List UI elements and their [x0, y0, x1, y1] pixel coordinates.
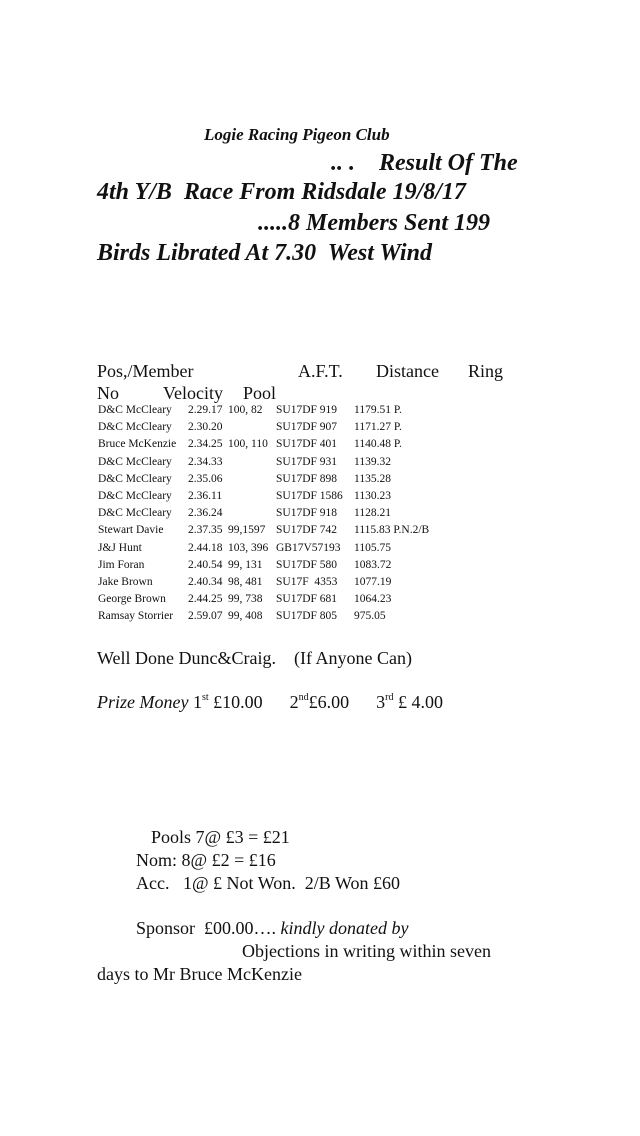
row-velocity-pool: 99, 408: [228, 610, 263, 623]
row-ring: SU17DF 742: [276, 524, 338, 537]
well-done-note: Well Done Dunc&Craig. (If Anyone Can): [97, 648, 412, 668]
prize-second-num: 2: [289, 692, 299, 712]
row-aft: 2.29.17: [188, 404, 223, 416]
sponsor-text: Sponsor £00.00….: [136, 918, 277, 938]
row-distance: 1083.72: [354, 558, 392, 571]
row-aft: 2.36.11: [188, 489, 223, 502]
row-member: Bruce McKenzie: [98, 438, 177, 451]
row-distance: 1064.23: [354, 593, 392, 606]
row-member: D&C McCleary: [98, 507, 172, 520]
row-member: D&C McCleary: [98, 404, 172, 416]
objections-line-1: Objections in writing within seven: [242, 941, 491, 961]
row-aft: 2.37.35: [188, 524, 223, 537]
row-aft: 2.36.24: [188, 507, 223, 520]
row-aft: 2.44.25: [188, 593, 223, 606]
row-aft: 2.34.33: [188, 455, 223, 468]
header-pool: Pool: [243, 383, 277, 403]
sponsor-italic: kindly donated by: [276, 918, 409, 938]
row-member: D&C McCleary: [98, 421, 172, 434]
row-aft: 2.40.34: [188, 575, 223, 588]
row-ring: SU17DF 805: [276, 610, 338, 623]
prize-third-sup: rd: [385, 692, 394, 703]
header-no: No: [97, 383, 119, 403]
row-velocity-pool: 100, 82: [228, 404, 263, 416]
race-title-line-1: .. . Result Of The: [331, 150, 518, 176]
prize-second-amount: £6.00: [308, 692, 350, 712]
row-distance: 1139.32: [354, 455, 391, 468]
row-velocity-pool: 98, 481: [228, 575, 263, 588]
row-distance: 1171.27 P.: [354, 421, 402, 434]
header-ring: Ring: [468, 361, 504, 381]
row-distance: 1179.51 P.: [354, 404, 402, 416]
row-member: D&C McCleary: [98, 472, 172, 485]
header-aft: A.F.T.: [298, 361, 343, 381]
row-member: Ramsay Storrier: [98, 610, 174, 623]
sponsor-line: [136, 918, 408, 939]
row-distance: 1135.28: [354, 472, 391, 485]
row-distance: 1128.21: [354, 507, 391, 520]
objections-line-2: days to Mr Bruce McKenzie: [97, 964, 302, 984]
row-member: George Brown: [98, 593, 166, 606]
row-distance: 1105.75: [354, 541, 391, 554]
row-member: D&C McCleary: [98, 489, 172, 502]
row-distance: 1130.23: [354, 489, 391, 502]
row-member: Stewart Davie: [98, 524, 164, 537]
row-ring: SU17DF 919: [276, 404, 338, 416]
header-velocity: Velocity: [163, 383, 223, 403]
row-distance: 1077.19: [354, 575, 392, 588]
row-velocity-pool: 100, 110: [228, 438, 268, 451]
race-title-line-2: 4th Y/B Race From Ridsdale 19/8/17: [97, 179, 466, 205]
row-ring: SU17DF 1586: [276, 489, 343, 502]
row-velocity-pool: 99,1597: [228, 524, 266, 537]
prize-money: [97, 692, 443, 713]
row-distance: 1115.83 P.N.2/B: [354, 524, 430, 537]
row-ring: SU17DF 401: [276, 438, 338, 451]
row-member: J&J Hunt: [98, 541, 142, 554]
row-ring: SU17DF 918: [276, 507, 338, 520]
nom-line: Nom: 8@ £2 = £16: [136, 850, 276, 870]
row-ring: GB17V57193: [276, 541, 341, 554]
prize-first-sup: st: [201, 692, 209, 703]
row-ring: SU17F 4353: [276, 575, 338, 588]
row-aft: 2.30.20: [188, 421, 223, 434]
row-member: Jake Brown: [98, 575, 153, 588]
row-ring: SU17DF 898: [276, 472, 338, 485]
row-aft: 2.44.18: [188, 541, 223, 554]
row-distance: 1140.48 P.: [354, 438, 402, 451]
row-distance: 975.05: [354, 610, 386, 623]
club-title: Logie Racing Pigeon Club: [204, 125, 390, 144]
row-velocity-pool: 99, 738: [228, 593, 263, 606]
prize-second-sup: nd: [298, 692, 309, 703]
header-distance: Distance: [376, 361, 439, 381]
row-aft: 2.34.25: [188, 438, 223, 451]
prize-third-amount: £ 4.00: [393, 692, 443, 712]
row-ring: SU17DF 931: [276, 455, 338, 468]
prize-first-amount: £10.00: [208, 692, 263, 712]
pools-line: Pools 7@ £3 = £21: [151, 827, 290, 847]
race-title-line-4: Birds Librated At 7.30 West Wind: [97, 240, 432, 266]
row-velocity-pool: 99, 131: [228, 558, 263, 571]
row-velocity-pool: 103, 396: [228, 541, 269, 554]
row-aft: 2.59.07: [188, 610, 223, 623]
prize-third-num: 3: [376, 692, 386, 712]
row-member: D&C McCleary: [98, 455, 172, 468]
row-ring: SU17DF 580: [276, 558, 338, 571]
row-aft: 2.35.06: [188, 472, 223, 485]
acc-line: Acc. 1@ £ Not Won. 2/B Won £60: [136, 873, 401, 893]
prize-first-num: 1: [188, 692, 202, 712]
row-ring: SU17DF 681: [276, 593, 338, 606]
row-member: Jim Foran: [98, 558, 145, 571]
header-pos-member: Pos,/Member: [97, 361, 194, 381]
row-aft: 2.40.54: [188, 558, 223, 571]
prize-money-label: Prize Money: [97, 692, 189, 712]
race-title-line-3: .....8 Members Sent 199: [258, 210, 491, 236]
row-ring: SU17DF 907: [276, 421, 338, 434]
